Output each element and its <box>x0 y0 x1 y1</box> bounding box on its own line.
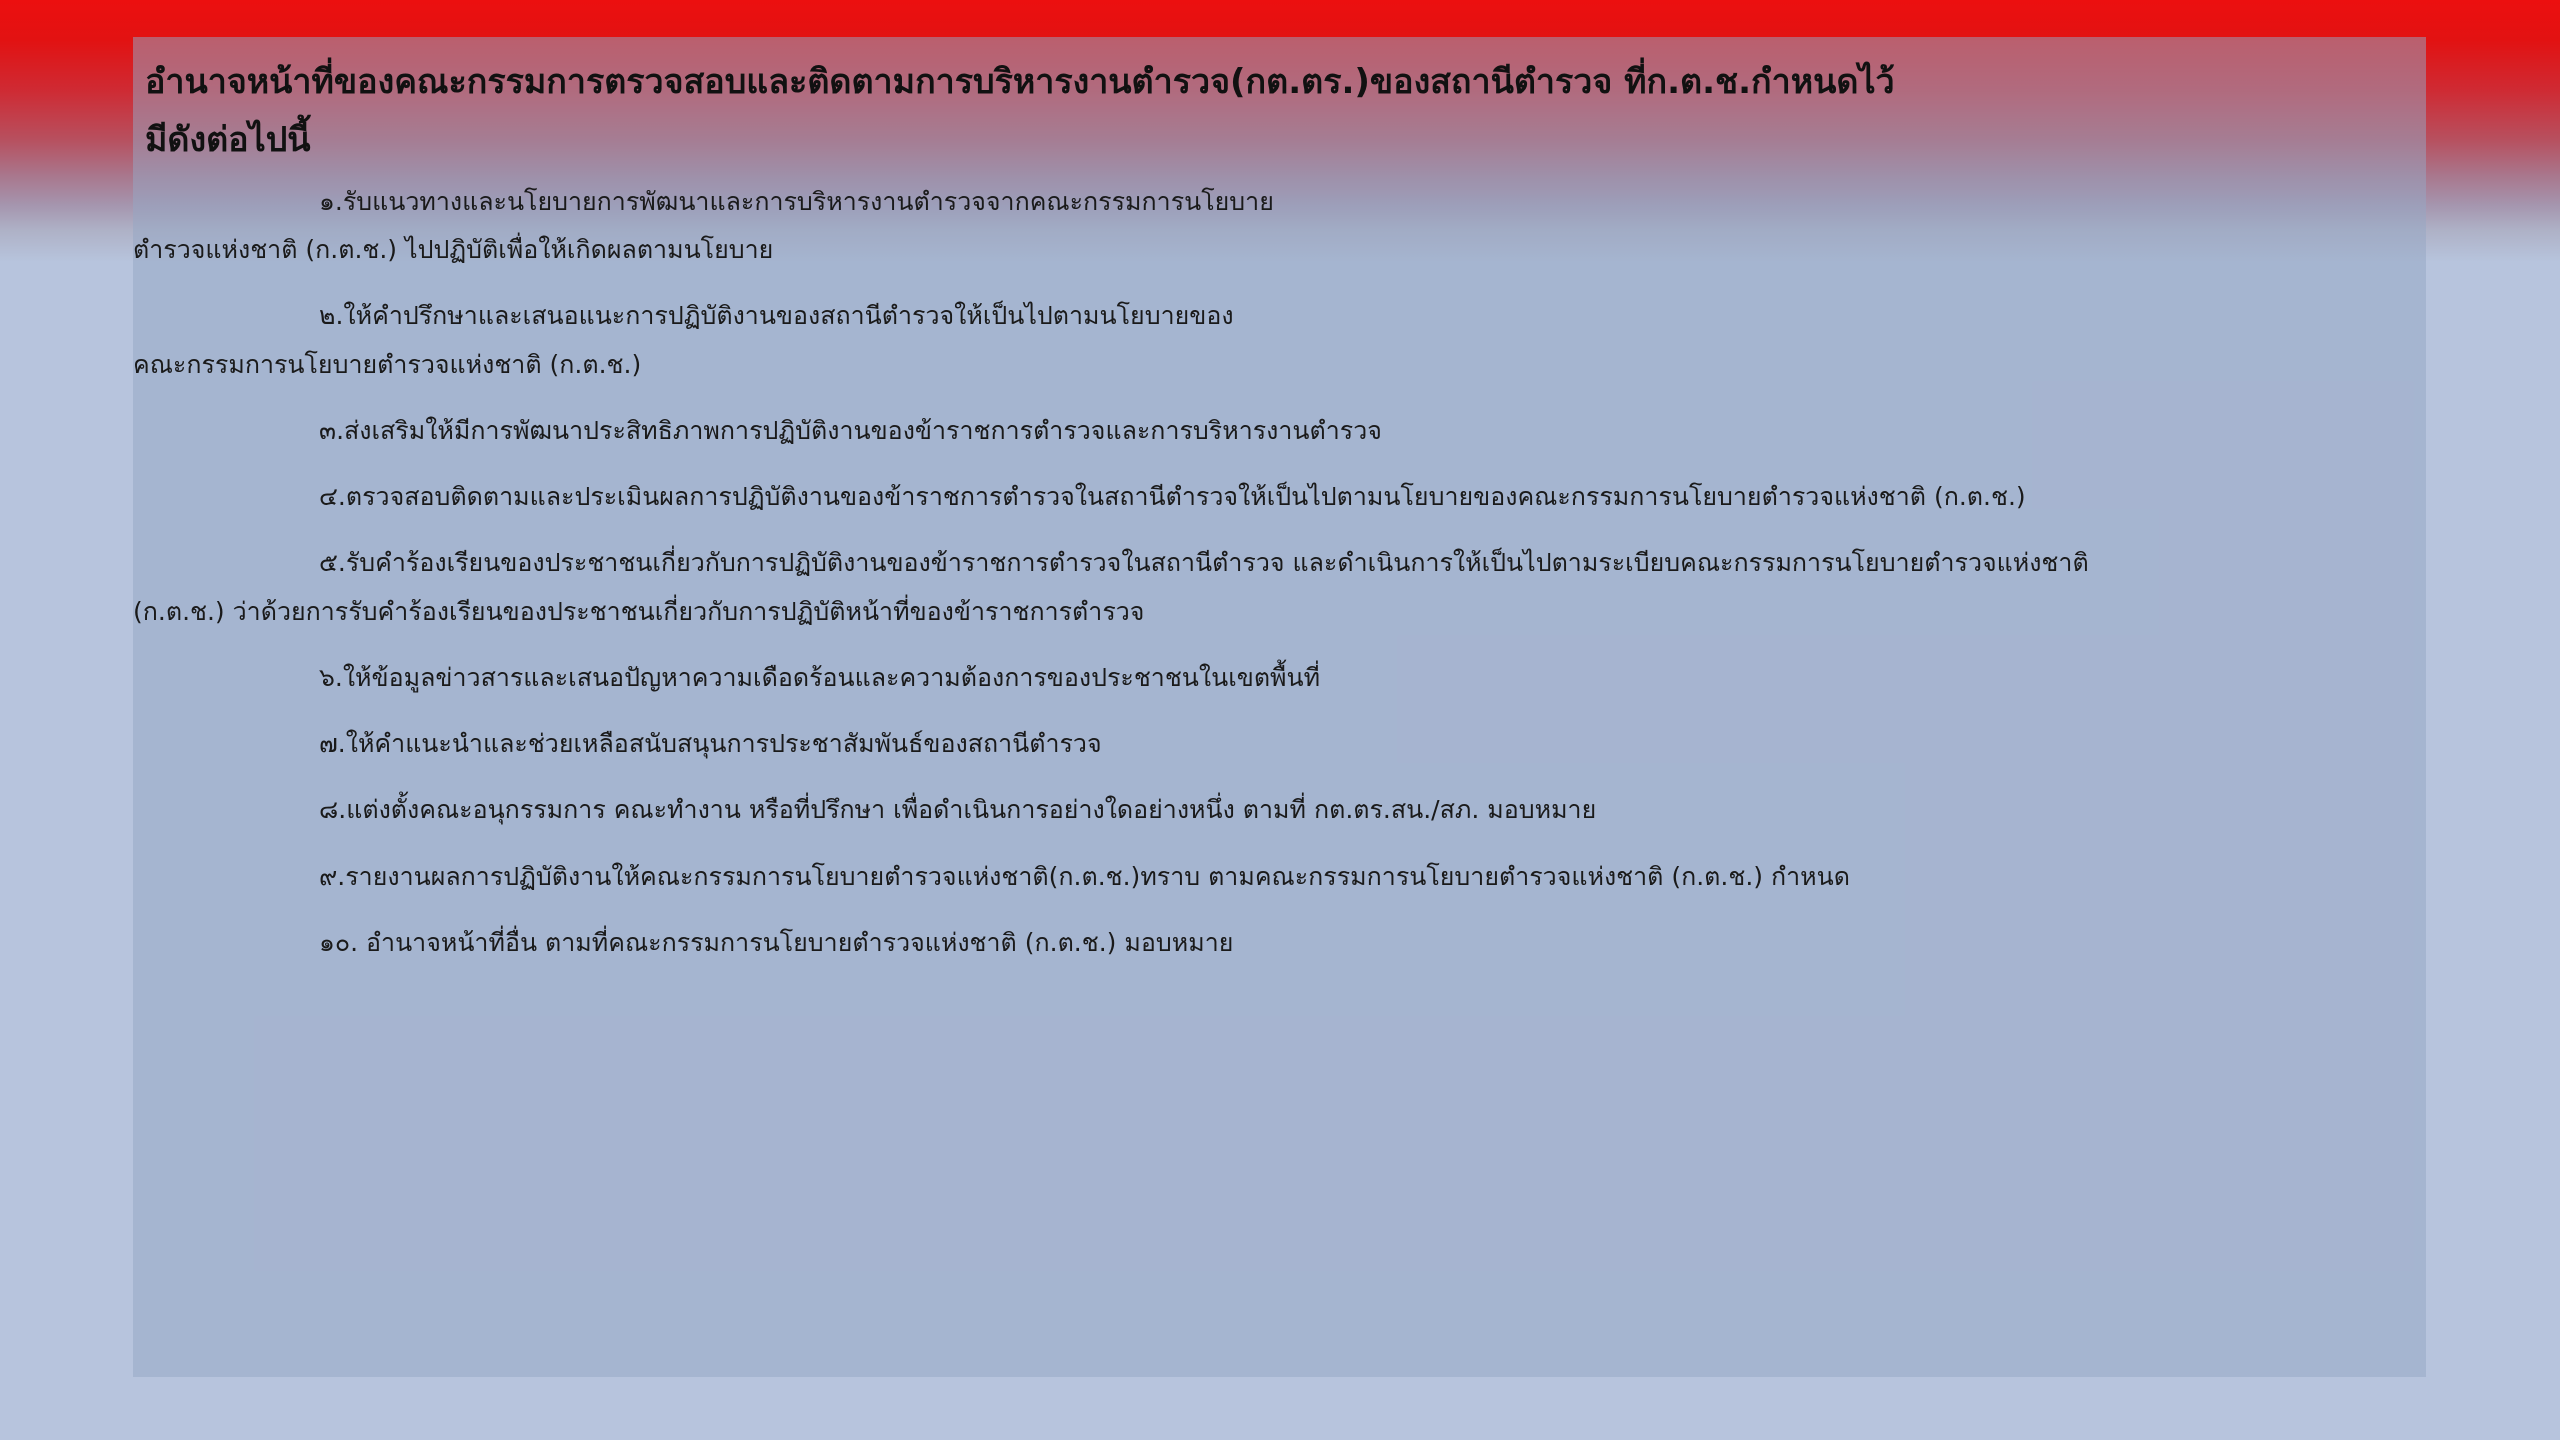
list-item <box>133 479 2396 515</box>
list-item-text: ๒.ให้คำปรึกษาและเสนอแนะการปฏิบัติงานของสถานีตำรวจให้เป็นไปตามนโยบายของ <box>319 301 1234 331</box>
list-item <box>133 545 2396 581</box>
list-item-text: ๔.ตรวจสอบติดตามและประเมินผลการปฏิบัติงานของข้าราชการตำรวจในสถานีตำรวจให้เป็นไปตามนโยบายของคณะกรรมการนโยบายตำรวจแห่งชาติ (ก.ต.ช.) <box>319 482 2026 512</box>
list-item-text: ๖.ให้ข้อมูลข่าวสารและเสนอปัญหาความเดือดร้อนและความต้องการของประชาชนในเขตพื้นที่ <box>319 662 1321 692</box>
heading-line-2: มีดังต่อไปนี้ <box>145 120 311 161</box>
list-item <box>133 792 2396 828</box>
document-panel <box>133 37 2426 1377</box>
list-item-text: ๗.ให้คำแนะนำและช่วยเหลือสนับสนุนการประชาสัมพันธ์ของสถานีตำรวจ <box>319 729 1102 759</box>
list-item-wrap <box>133 594 2396 630</box>
document-body <box>133 184 2426 961</box>
list-item-text: ๓.ส่งเสริมให้มีการพัฒนาประสิทธิภาพการปฏิบัติงานของข้าราชการตำรวจและการบริหารงานตำรวจ <box>319 415 1382 445</box>
list-item <box>133 413 2396 449</box>
list-item <box>133 298 2396 334</box>
list-item-wrap <box>133 232 2396 268</box>
list-item <box>133 925 2396 961</box>
list-item <box>133 726 2396 762</box>
list-item-text: ๑.รับแนวทางและนโยบายการพัฒนาและการบริหารงานตำรวจจากคณะกรรมการนโยบาย <box>319 186 1274 216</box>
list-item-text: ๕.รับคำร้องเรียนของประชาชนเกี่ยวกับการปฏิบัติงานของข้าราชการตำรวจในสถานีตำรวจ และดำเนินการให้เป็นไปตามระเบียบคณะกรรมการนโยบายตำรวจแห่งชาติ <box>319 548 2089 578</box>
list-item <box>133 184 2396 220</box>
list-item-wrap <box>133 347 2396 383</box>
heading-line-1: อำนาจหน้าที่ของคณะกรรมการตรวจสอบและติดตามการบริหารงานตำรวจ(กต.ตร.)ของสถานีตำรวจ ที่ก.ต.ช.กำหนดไว้ <box>145 62 1895 102</box>
list-item-wrap-text: (ก.ต.ช.) ว่าด้วยการรับคำร้องเรียนของประชาชนเกี่ยวกับการปฏิบัติหน้าที่ของข้าราชการตำรวจ <box>133 596 1145 626</box>
list-item-text: ๘.แต่งตั้งคณะอนุกรรมการ คณะทำงาน หรือที่ปรึกษา เพื่อดำเนินการอย่างใดอย่างหนึ่ง ตามที่ กต.ตร.สน./สภ. มอบหมาย <box>319 795 1597 825</box>
list-item <box>133 660 2396 696</box>
list-item-wrap-text: คณะกรรมการนโยบายตำรวจแห่งชาติ (ก.ต.ช.) <box>133 349 642 379</box>
list-item-text: ๙.รายงานผลการปฏิบัติงานให้คณะกรรมการนโยบายตำรวจแห่งชาติ(ก.ต.ช.)ทราบ ตามคณะกรรมการนโยบายตำรวจแห่งชาติ (ก.ต.ช.) กำหนด <box>319 861 1850 891</box>
list-item-text: ๑๐. อำนาจหน้าที่อื่น ตามที่คณะกรรมการนโยบายตำรวจแห่งชาติ (ก.ต.ช.) มอบหมาย <box>319 927 1234 957</box>
document-heading <box>133 37 2426 170</box>
list-item-wrap-text: ตำรวจแห่งชาติ (ก.ต.ช.) ไปปฏิบัติเพื่อให้เกิดผลตามนโยบาย <box>133 235 774 265</box>
list-item <box>133 859 2396 895</box>
